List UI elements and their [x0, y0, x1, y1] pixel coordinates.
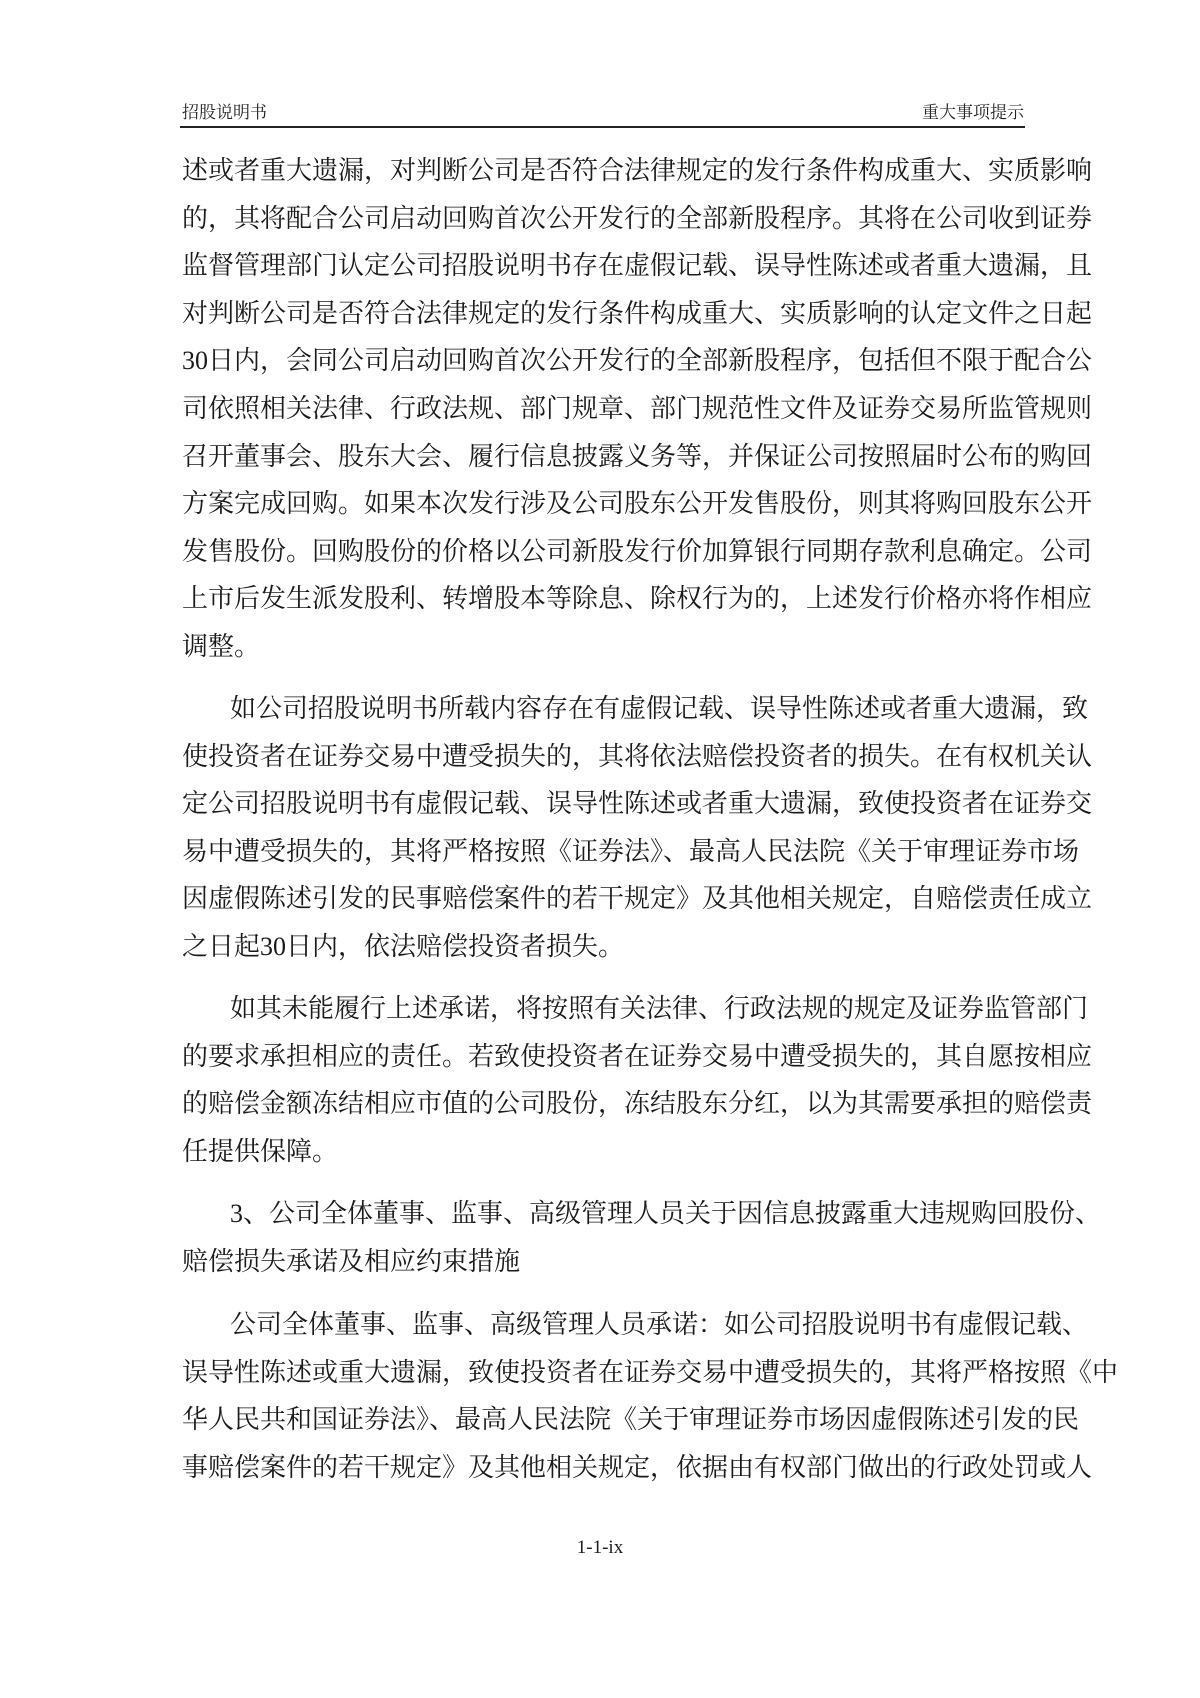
page-number: 1-1-ix	[576, 1537, 624, 1558]
text-line: 的赔偿金额冻结相应市值的公司股份，冻结股东分红，以为其需要承担的赔偿责	[182, 1089, 1093, 1119]
text-line: 事赔偿案件的若干规定》及其他相关规定，依据由有权部门做出的行政处罚或人	[182, 1452, 1093, 1482]
header-section-title: 重大事项提示	[922, 103, 1024, 122]
text-line: 述或者重大遗漏，对判断公司是否符合法律规定的发行条件构成重大、实质影响	[182, 156, 1093, 185]
text-line: 误导性陈述或重大遗漏，致使投资者在证券交易中遭受损失的，其将严格按照《中	[182, 1357, 1119, 1387]
text-line: 召开董事会、股东大会、履行信息披露义务等，并保证公司按照届时公布的购回	[182, 441, 1093, 471]
text-line: 方案完成回购。如果本次发行涉及公司股东公开发售股份，则其将购回股东公开	[182, 489, 1093, 519]
text-line: 上市后发生派发股利、转增股本等除息、除权行为的，上述发行价格亦将作相应	[182, 584, 1093, 614]
text-line: 的，其将配合公司启动回购首次公开发行的全部新股程序。其将在公司收到证券	[182, 203, 1093, 233]
text-line: 之日起30日内，依法赔偿投资者损失。	[182, 932, 625, 961]
text-line: 定公司招股说明书有虚假记载、误导性陈述或者重大遗漏，致使投资者在证券交	[182, 789, 1093, 819]
text-line: 赔偿损失承诺及相应约束措施	[182, 1246, 521, 1276]
text-line: 使投资者在证券交易中遭受损失的，其将依法赔偿投资者的损失。在有权机关认	[182, 741, 1093, 771]
text-line: 的要求承担相应的责任。若致使投资者在证券交易中遭受损失的，其自愿按相应	[182, 1041, 1093, 1071]
text-line: 发售股份。回购股份的价格以公司新股发行价加算银行同期存款利息确定。公司	[182, 536, 1093, 566]
text-line: 监督管理部门认定公司招股说明书存在虚假记载、误导性陈述或者重大遗漏，且	[182, 251, 1093, 281]
text-line: 易中遭受损失的，其将严格按照《证券法》、最高人民法院《关于审理证券市场	[182, 836, 1080, 866]
text-line: 司依照相关法律、行政法规、部门规章、部门规范性文件及证券交易所监管规则	[182, 394, 1093, 423]
header-document-title: 招股说明书	[182, 103, 267, 122]
text-line: 华人民共和国证券法》、最高人民法院《关于审理证券市场因虚假陈述引发的民	[182, 1405, 1080, 1435]
text-line: 公司全体董事、监事、高级管理人员承诺：如公司招股说明书有虚假记载、	[230, 1310, 1089, 1339]
text-line: 因虚假陈述引发的民事赔偿案件的若干规定》及其他相关规定，自赔偿责任成立	[182, 884, 1093, 914]
text-line: 对判断公司是否符合法律规定的发行条件构成重大、实质影响的认定文件之日起	[182, 298, 1093, 328]
text-line: 调整。	[182, 632, 261, 661]
text-line: 3、公司全体董事、监事、高级管理人员关于因信息披露重大违规购回股份、	[230, 1199, 1102, 1228]
text-line: 30日内，会同公司启动回购首次公开发行的全部新股程序，包括但不限于配合公	[182, 346, 1093, 376]
text-line: 如其未能履行上述承诺，将按照有关法律、行政法规的规定及证券监管部门	[230, 994, 1089, 1023]
text-line: 任提供保障。	[182, 1136, 339, 1166]
text-line: 如公司招股说明书所载内容存在有虚假记载、误导性陈述或者重大遗漏，致	[230, 694, 1089, 723]
header-divider	[180, 126, 1025, 128]
